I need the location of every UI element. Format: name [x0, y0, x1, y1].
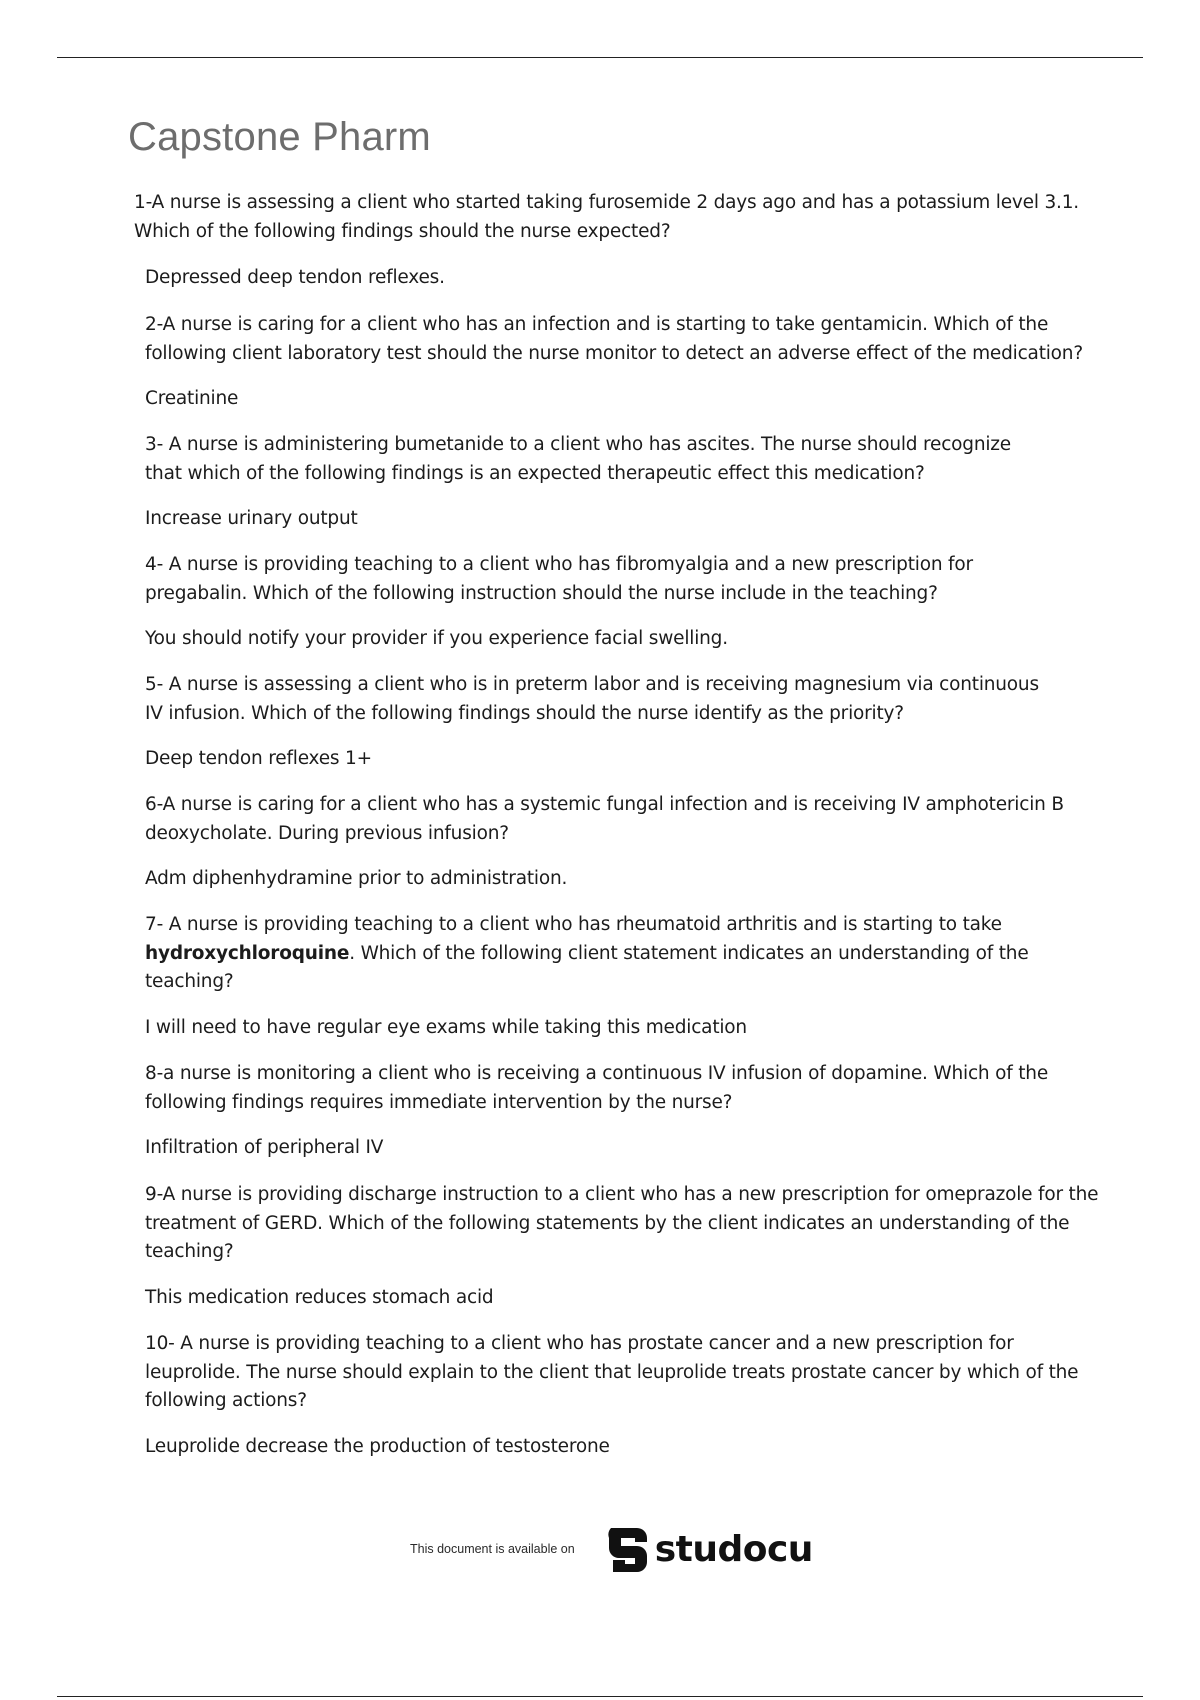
question-3 [145, 431, 1011, 488]
studocu-brand-link[interactable] [603, 1524, 813, 1574]
question-7-line-2 [145, 940, 1029, 969]
question-7-line-1: 7- A nurse is providing teaching to a client who has rheumatoid arthritis and is starting to take [145, 914, 1002, 935]
available-on-text: This document is available on [410, 1542, 575, 1556]
question-3-line-2: that which of the following findings is an expected therapeutic effect this medication? [145, 462, 925, 484]
answer-10: Leuprolide decrease the production of testosterone [145, 1436, 610, 1457]
answer-8: Infiltration of peripheral IV [145, 1137, 384, 1158]
question-6 [145, 791, 1064, 848]
question-10-line-1: 10- A nurse is providing teaching to a client who has prostate cancer and a new prescription for [145, 1333, 1014, 1354]
question-7-line-2-rest: . Which of the following client statement indicates an understanding of the [349, 942, 1029, 964]
question-4-line-1: 4- A nurse is providing teaching to a client who has fibromyalgia and a new prescription for [145, 554, 973, 575]
question-6-line-2: deoxycholate. During previous infusion? [145, 822, 509, 844]
question-5-line-2: IV infusion. Which of the following findings should the nurse identify as the priority? [145, 702, 904, 724]
question-9 [145, 1181, 1098, 1267]
question-9-line-2: treatment of GERD. Which of the following statements by the client indicates an understanding of the [145, 1212, 1070, 1234]
answer-1: Depressed deep tendon reflexes. [145, 267, 445, 288]
studocu-logo-icon [603, 1524, 651, 1574]
question-2 [145, 311, 1083, 368]
question-2-line-1: 2-A nurse is caring for a client who has an infection and is starting to take gentamicin. Which of the [145, 314, 1049, 335]
answer-4: You should notify your provider if you experience facial swelling. [145, 628, 728, 649]
question-1 [134, 189, 1079, 246]
bottom-rule [57, 1696, 1143, 1697]
answer-5: Deep tendon reflexes 1+ [145, 748, 372, 769]
question-1-line-2: Which of the following findings should the nurse expected? [134, 220, 671, 242]
question-8-line-1: 8-a nurse is monitoring a client who is receiving a continuous IV infusion of dopamine. Which of the [145, 1063, 1049, 1084]
answer-9: This medication reduces stomach acid [145, 1287, 494, 1308]
question-4 [145, 551, 973, 608]
question-8-line-2: following findings requires immediate intervention by the nurse? [145, 1091, 733, 1113]
question-2-line-2: following client laboratory test should the nurse monitor to detect an adverse effect of the medication? [145, 342, 1083, 364]
document-title: Capstone Pharm [128, 114, 431, 159]
question-9-line-3: teaching? [145, 1241, 234, 1262]
answer-6: Adm diphenhydramine prior to administration. [145, 868, 568, 889]
answer-3: Increase urinary output [145, 508, 358, 529]
studocu-footer [410, 1524, 813, 1574]
question-3-line-1: 3- A nurse is administering bumetanide to a client who has ascites. The nurse should recognize [145, 434, 1011, 455]
question-6-line-1: 6-A nurse is caring for a client who has a systemic fungal infection and is receiving IV amphotericin B [145, 794, 1064, 815]
question-8 [145, 1060, 1048, 1117]
question-4-line-2: pregabalin. Which of the following instruction should the nurse include in the teaching? [145, 582, 938, 604]
question-10-line-2: leuprolide. The nurse should explain to the client that leuprolide treats prostate cancer by which of the [145, 1361, 1079, 1383]
question-7-drug-name: hydroxychloroquine [145, 942, 350, 964]
question-1-line-1: 1-A nurse is assessing a client who started taking furosemide 2 days ago and has a potassium level 3.1. [134, 192, 1079, 213]
question-10 [145, 1330, 1078, 1416]
question-9-line-1: 9-A nurse is providing discharge instruction to a client who has a new prescription for omeprazole for the [145, 1184, 1099, 1205]
question-5 [145, 671, 1039, 728]
question-7 [145, 911, 1029, 997]
question-10-line-3: following actions? [145, 1390, 307, 1411]
answer-7: I will need to have regular eye exams while taking this medication [145, 1017, 747, 1038]
question-5-line-1: 5- A nurse is assessing a client who is in preterm labor and is receiving magnesium via continuous [145, 674, 1039, 695]
question-7-line-3: teaching? [145, 971, 234, 992]
answer-2: Creatinine [145, 388, 239, 409]
studocu-wordmark: studocu [654, 1528, 813, 1570]
